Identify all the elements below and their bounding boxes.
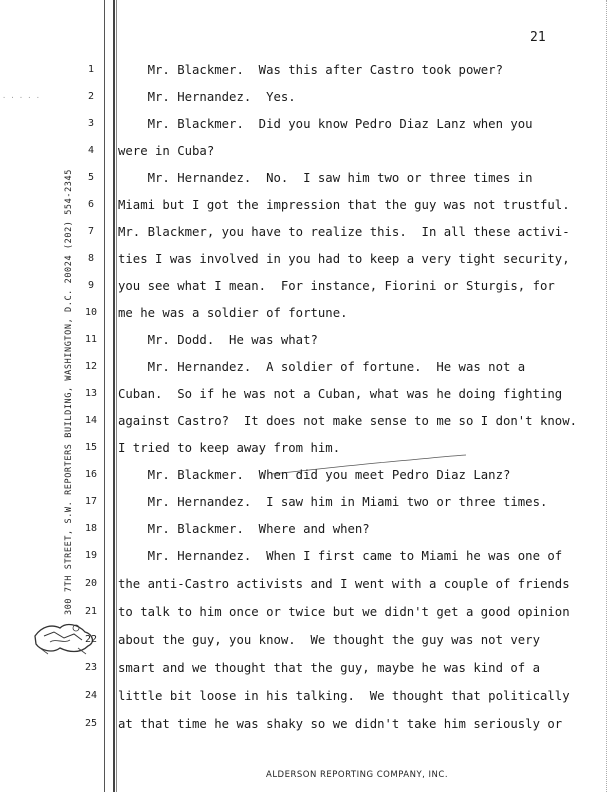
line-number: 3 <box>87 118 95 129</box>
line-number: 1 <box>87 64 95 75</box>
transcript-line: Mr. Blackmer. When did you meet Pedro Diaz Lanz? <box>118 468 511 482</box>
transcript-line: Mr. Blackmer. Did you know Pedro Diaz Lanz when you <box>118 117 533 131</box>
line-number: 6 <box>87 199 95 210</box>
line-number: 4 <box>87 145 95 156</box>
transcript-line: Mr. Hernandez. I saw him in Miami two or three times. <box>118 495 548 509</box>
margin-dots: · · · · · <box>2 94 40 102</box>
line-number: 14 <box>84 415 98 426</box>
line-number: 21 <box>84 606 98 617</box>
reporting-company-footer: ALDERSON REPORTING COMPANY, INC. <box>266 770 449 780</box>
line-number: 2 <box>87 91 95 102</box>
transcript-line: Mr. Hernandez. No. I saw him two or three times in <box>118 171 533 185</box>
margin-rule-inner <box>113 0 115 792</box>
line-number: 20 <box>84 578 98 589</box>
line-number: 8 <box>87 253 95 264</box>
line-number: 15 <box>84 442 98 453</box>
margin-rule-outer <box>104 0 105 792</box>
transcript-line: Mr. Hernandez. A soldier of fortune. He was not a <box>118 360 526 374</box>
line-number: 13 <box>84 388 98 399</box>
transcript-line: to talk to him once or twice but we didn't get a good opinion <box>118 605 570 619</box>
transcript-line: I tried to keep away from him. <box>118 441 341 455</box>
transcript-line: at that time he was shaky so we didn't take him seriously or <box>118 717 563 731</box>
transcript-line: Mr. Hernandez. When I first came to Miami he was one of <box>118 549 563 563</box>
line-number: 12 <box>84 361 98 372</box>
transcript-line: Miami but I got the impression that the guy was not trustful. <box>118 198 570 212</box>
page-number: 21 <box>530 30 546 45</box>
transcript-line: Mr. Blackmer. Where and when? <box>118 522 370 536</box>
transcript-line: about the guy, you know. We thought the guy was not very <box>118 633 540 647</box>
line-number: 25 <box>84 718 98 729</box>
transcript-line: were in Cuba? <box>118 144 215 158</box>
transcript-line: against Castro? It does not make sense to me so I don't know. <box>118 414 578 428</box>
transcript-line: Mr. Dodd. He was what? <box>118 333 318 347</box>
transcript-line: Cuban. So if he was not a Cuban, what was he doing fighting <box>118 387 563 401</box>
line-number: 24 <box>84 690 98 701</box>
transcript-line: Mr. Blackmer, you have to realize this. In all these activi- <box>118 225 570 239</box>
right-margin-rule <box>606 0 607 792</box>
line-number: 18 <box>84 523 98 534</box>
line-number: 11 <box>84 334 98 345</box>
line-number: 17 <box>84 496 98 507</box>
line-number: 19 <box>84 550 98 561</box>
line-number: 23 <box>84 662 98 673</box>
line-number: 5 <box>87 172 95 183</box>
transcript-line: ties I was involved in you had to keep a very tight security, <box>118 252 570 266</box>
line-number: 10 <box>84 307 98 318</box>
transcript-line: the anti-Castro activists and I went with a couple of friends <box>118 577 570 591</box>
line-number: 22 <box>84 634 98 645</box>
line-number: 7 <box>87 226 95 237</box>
line-number: 16 <box>84 469 98 480</box>
transcript-line: me he was a soldier of fortune. <box>118 306 348 320</box>
transcript-line: you see what I mean. For instance, Fiorini or Sturgis, for <box>118 279 555 293</box>
transcript-line: little bit loose in his talking. We thought that politically <box>118 689 570 703</box>
reporter-address-text: 300 7TH STREET, S.W. REPORTERS BUILDING, WASHINGTON, D.C. 20024 (202) 554-2345 <box>64 169 74 615</box>
transcript-line: Mr. Blackmer. Was this after Castro took power? <box>118 63 503 77</box>
transcript-line: Mr. Hernandez. Yes. <box>118 90 296 104</box>
margin-rule-inner-2 <box>116 0 117 792</box>
line-number: 9 <box>87 280 95 291</box>
transcript-line: smart and we thought that the guy, maybe he was kind of a <box>118 661 540 675</box>
